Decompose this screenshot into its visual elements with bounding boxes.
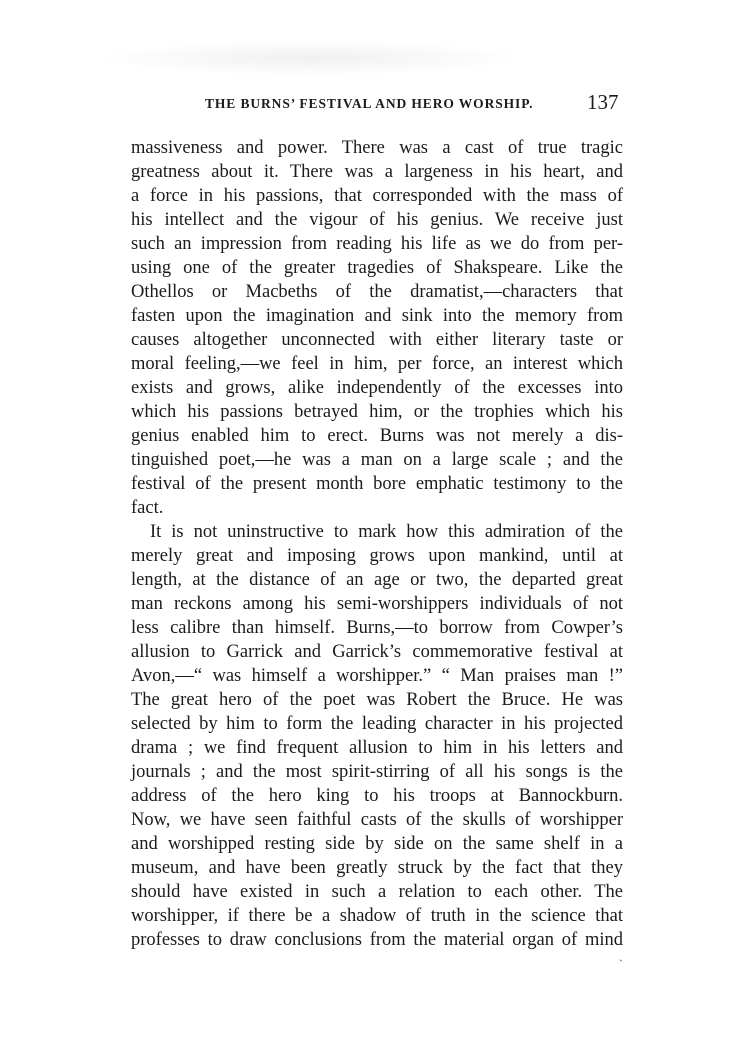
text-line: greatness about it. There was a largeness in his heart, and bbox=[131, 162, 623, 182]
text-line: such an impression from reading his life as we do from per- bbox=[131, 234, 623, 254]
text-line: using one of the greater tragedies of Shakspeare. Like the bbox=[131, 258, 623, 278]
running-head: THE BURNS’ FESTIVAL AND HERO WORSHIP. bbox=[205, 96, 534, 111]
text-line: which his passions betrayed him, or the trophies which his bbox=[131, 402, 623, 422]
text-line: Avon,—“ was himself a worshipper.” “ Man praises man !” bbox=[131, 666, 623, 686]
text-line: Othellos or Macbeths of the dramatist,—characters that bbox=[131, 282, 623, 302]
text-line: massiveness and power. There was a cast of true tragic bbox=[131, 138, 623, 158]
text-line: museum, and have been greatly struck by the fact that they bbox=[131, 858, 623, 878]
text-line: his intellect and the vigour of his genius. We receive just bbox=[131, 210, 623, 230]
text-line: selected by him to form the leading character in his projected bbox=[131, 714, 623, 734]
text-line: Now, we have seen faithful casts of the skulls of worshipper bbox=[131, 810, 623, 830]
text-line: The great hero of the poet was Robert the Bruce. He was bbox=[131, 690, 623, 710]
text-line: address of the hero king to his troops at Bannockburn. bbox=[131, 786, 623, 806]
text-line: exists and grows, alike independently of the excesses into bbox=[131, 378, 623, 398]
text-line: should have existed in such a relation to each other. The bbox=[131, 882, 623, 902]
text-line: and worshipped resting side by side on the same shelf in a bbox=[131, 834, 623, 854]
text-line: worshipper, if there be a shadow of truth in the science that bbox=[131, 906, 623, 926]
text-line: moral feeling,—we feel in him, per force, an interest which bbox=[131, 354, 623, 374]
page-number: 137 bbox=[587, 90, 619, 114]
text-line: tinguished poet,—he was a man on a large scale ; and the bbox=[131, 450, 623, 470]
text-line: fact. bbox=[131, 498, 164, 518]
text-line: genius enabled him to erect. Burns was not merely a dis- bbox=[131, 426, 623, 446]
text-line: merely great and imposing grows upon mankind, until at bbox=[131, 546, 623, 566]
text-line: festival of the present month bore emphatic testimony to the bbox=[131, 474, 623, 494]
text-line: less calibre than himself. Burns,—to borrow from Cowper’s bbox=[131, 618, 623, 638]
ink-mark: ˎ bbox=[619, 948, 623, 962]
text-line: allusion to Garrick and Garrick’s commemorative festival at bbox=[131, 642, 623, 662]
text-line: man reckons among his semi-worshippers individuals of not bbox=[131, 594, 623, 614]
text-line: fasten upon the imagination and sink into the memory from bbox=[131, 306, 623, 326]
text-line: a force in his passions, that corresponded with the mass of bbox=[131, 186, 623, 206]
text-line: professes to draw conclusions from the material organ of mind bbox=[131, 930, 623, 950]
text-line: It is not uninstructive to mark how this admiration of the bbox=[150, 522, 623, 542]
text-line: journals ; and the most spirit-stirring of all his songs is the bbox=[131, 762, 623, 782]
text-line: drama ; we find frequent allusion to him in his letters and bbox=[131, 738, 623, 758]
text-line: causes altogether unconnected with either literary taste or bbox=[131, 330, 623, 350]
page-smudge bbox=[95, 40, 525, 76]
text-line: length, at the distance of an age or two, the departed great bbox=[131, 570, 623, 590]
